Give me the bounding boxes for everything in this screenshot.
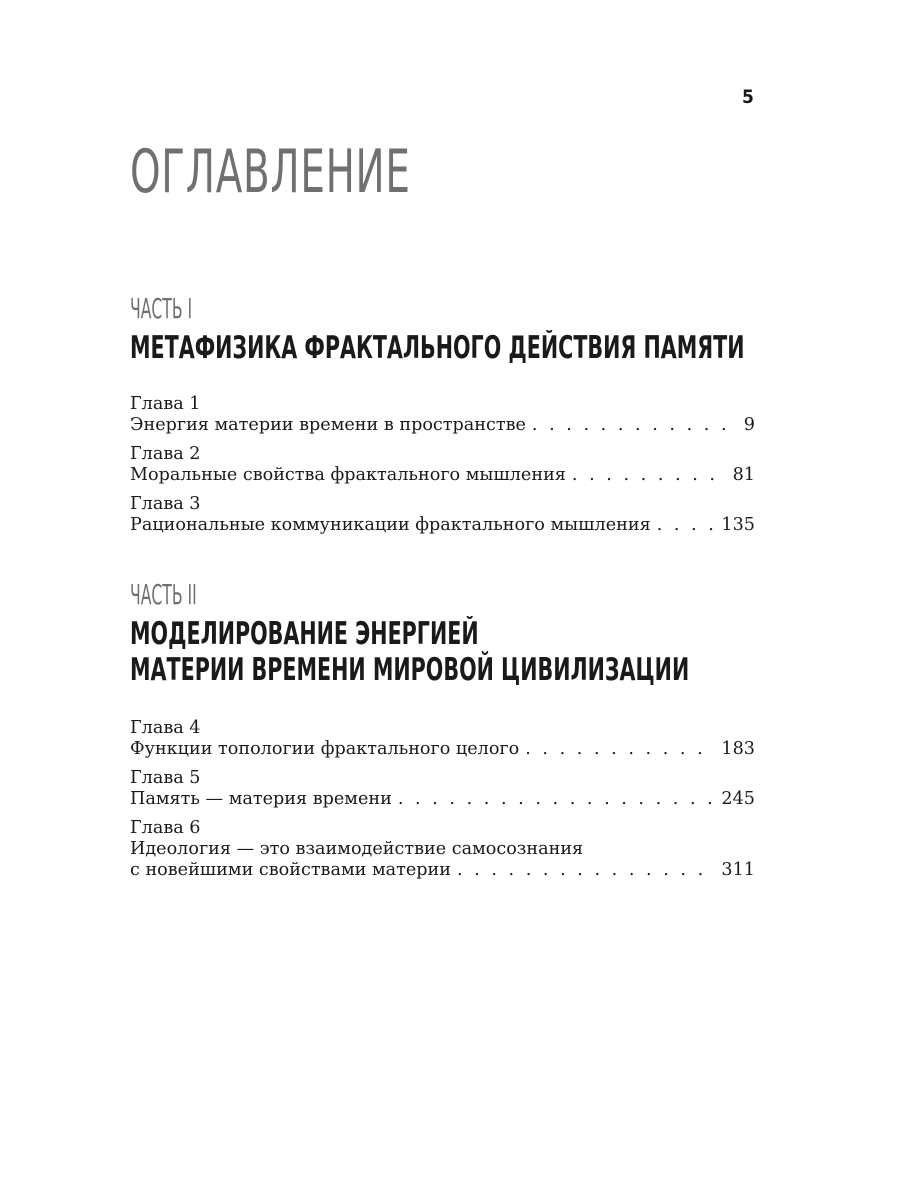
chapter-title: с новейшими свойствами материи [130,860,451,880]
part-title-line: МАТЕРИИ ВРЕМЕНИ МИРОВОЙ ЦИВИЛИЗАЦИИ [130,652,690,688]
chapter-row [130,515,755,536]
part-title [130,330,745,366]
dot-leader [572,465,727,486]
chapter-number: Глава 1 [130,394,201,414]
chapter-title: Моральные свойства фрактального мышления [130,465,566,485]
chapter-number: Глава 3 [130,494,201,514]
chapter-number: Глава 4 [130,718,201,738]
chapter-title: Память — материя времени [130,789,392,809]
chapter-page: 311 [721,860,755,880]
part-1 [130,292,755,544]
part-2 [130,578,755,889]
chapter-list [130,394,755,536]
chapter-row [130,860,755,881]
toc-entry-chapter-4[interactable] [130,718,755,760]
part-label: ЧАСТЬ II [130,578,197,611]
chapter-row [130,465,755,486]
chapter-page: 245 [721,789,755,809]
chapter-row [130,415,755,436]
dot-leader [398,789,716,810]
chapter-row [130,789,755,810]
chapter-page: 81 [732,465,755,485]
page-title: ОГЛАВЛЕНИЕ [130,137,411,207]
toc-entry-chapter-1[interactable] [130,394,755,436]
toc-entry-chapter-2[interactable] [130,444,755,486]
dot-leader [525,739,715,760]
part-title-line: МЕТАФИЗИКА ФРАКТАЛЬНОГО ДЕЙСТВИЯ ПАМЯТИ [130,330,745,366]
dot-leader [532,415,738,436]
part-label: ЧАСТЬ I [130,292,193,325]
toc-entry-chapter-6[interactable] [130,818,755,881]
part-title [130,616,690,688]
chapter-number: Глава 6 [130,818,201,838]
dot-leader [457,860,715,881]
toc-entry-chapter-3[interactable] [130,494,755,536]
chapter-page: 9 [743,415,755,435]
chapter-title: Рациональные коммуникации фрактального мышления [130,515,651,535]
dot-leader [657,515,716,536]
chapter-number: Глава 5 [130,768,201,788]
chapter-title: Энергия материи времени в пространстве [130,415,526,435]
toc-entry-chapter-5[interactable] [130,768,755,810]
chapter-title: Функции топологии фрактального целого [130,739,520,759]
page-number: 5 [742,86,754,108]
chapter-page: 135 [721,515,755,535]
chapter-number: Глава 2 [130,444,201,464]
chapter-row [130,739,755,760]
part-title-line: МОДЕЛИРОВАНИЕ ЭНЕРГИЕЙ [130,616,479,652]
chapter-page: 183 [721,739,755,759]
chapter-list [130,718,755,881]
chapter-title-line: Идеология — это взаимодействие самосознания [130,839,584,859]
